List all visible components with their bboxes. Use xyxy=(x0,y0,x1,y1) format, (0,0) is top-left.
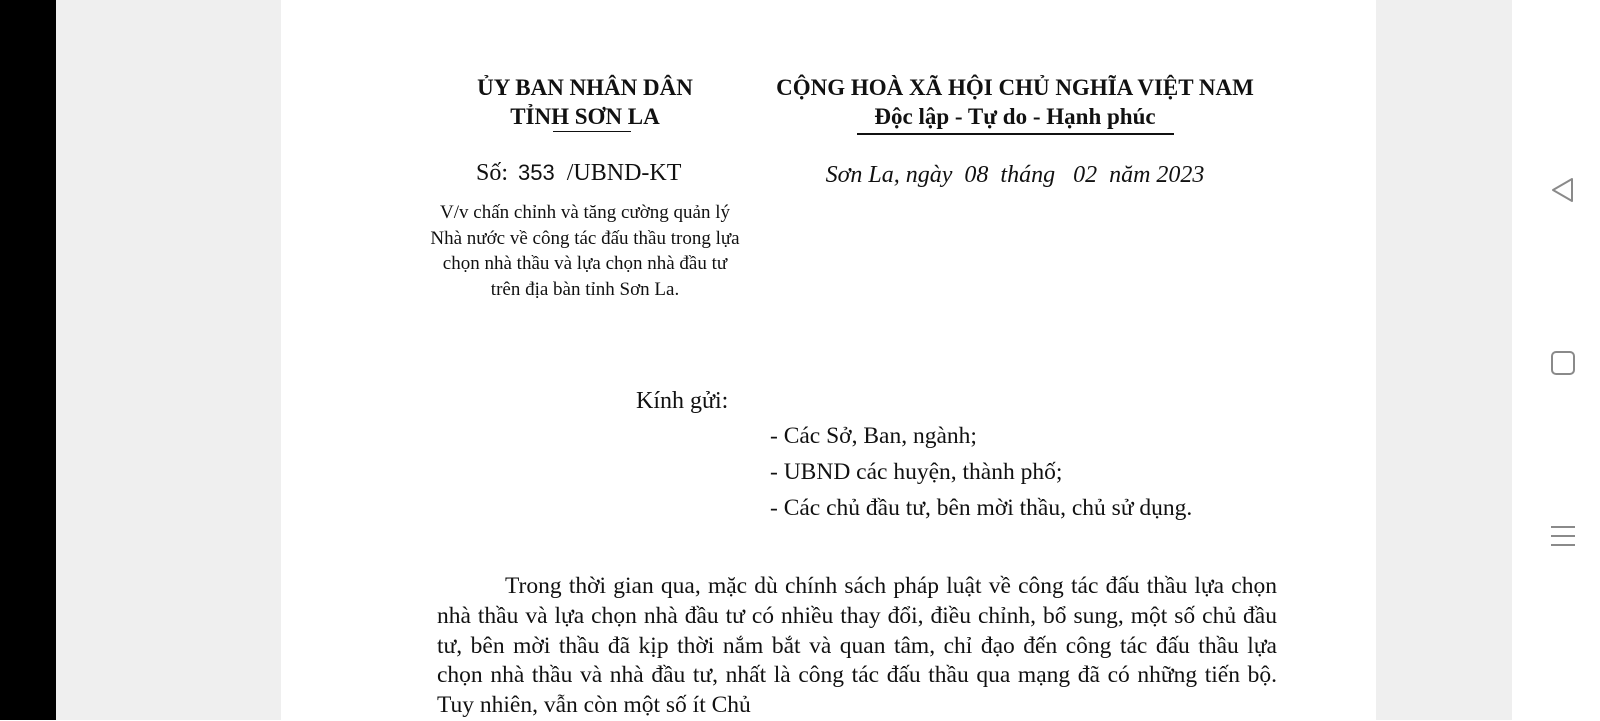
org-line-1: ỦY BAN NHÂN DÂN xyxy=(477,75,693,100)
menu-lines-icon[interactable] xyxy=(1549,522,1577,550)
document-number xyxy=(476,158,681,188)
issuing-organization xyxy=(450,73,720,131)
doc-number-value: 353 xyxy=(518,160,555,185)
date-line: Sơn La, ngày 08 tháng 02 năm 2023 xyxy=(825,162,1205,188)
home-square-icon[interactable] xyxy=(1550,350,1576,376)
left-black-bar xyxy=(0,0,56,720)
recipient-list xyxy=(770,418,1192,526)
back-triangle-icon[interactable] xyxy=(1548,175,1578,205)
body-paragraph xyxy=(437,572,1277,721)
recipient-item: - Các Sở, Ban, ngành; xyxy=(770,423,977,449)
nation-motto: Độc lập - Tự do - Hạnh phúc xyxy=(874,104,1156,129)
nation-line-1: CỘNG HOÀ XÃ HỘI CHỦ NGHĨA VIỆT NAM xyxy=(776,75,1254,100)
doc-number-prefix: Số: xyxy=(476,160,509,186)
recipient-item: - Các chủ đầu tư, bên mời thầu, chủ sử dụng. xyxy=(770,495,1193,521)
subject-line: V/v chấn chỉnh và tăng cường quản lý Nhà nước về công tác đấu thầu trong lựa chọn nhà thầu và lựa chọn nhà đầu tư trên địa bàn tỉnh Sơn La. xyxy=(430,202,740,300)
recipient-item: - UBND các huyện, thành phố; xyxy=(770,459,1063,485)
org-line-2: TỈNH SƠN LA xyxy=(510,104,660,129)
motto-underline xyxy=(857,133,1174,135)
kinh-gui-label: Kính gửi: xyxy=(636,388,729,414)
doc-number-suffix: /UBND-KT xyxy=(566,160,682,186)
body-text: Trong thời gian qua, mặc dù chính sách pháp luật về công tác đấu thầu lựa chọn nhà thầu và lựa chọn nhà đầu tư có nhiều thay đổi, điều chỉnh, bổ sung, một số chủ đầu tư, bên mời thầu đã kịp thời nắm bắt và quan tâm, chỉ đạo đến công tác đấu thầu lựa chọn nhà thầu và nhà đầu tư, nhất là công tác đấu thầu qua mạng đã có những tiến bộ. Tuy nhiên, vẫn còn một số ít Chủ xyxy=(437,573,1277,719)
org-underline xyxy=(553,131,631,132)
national-header xyxy=(755,73,1275,131)
